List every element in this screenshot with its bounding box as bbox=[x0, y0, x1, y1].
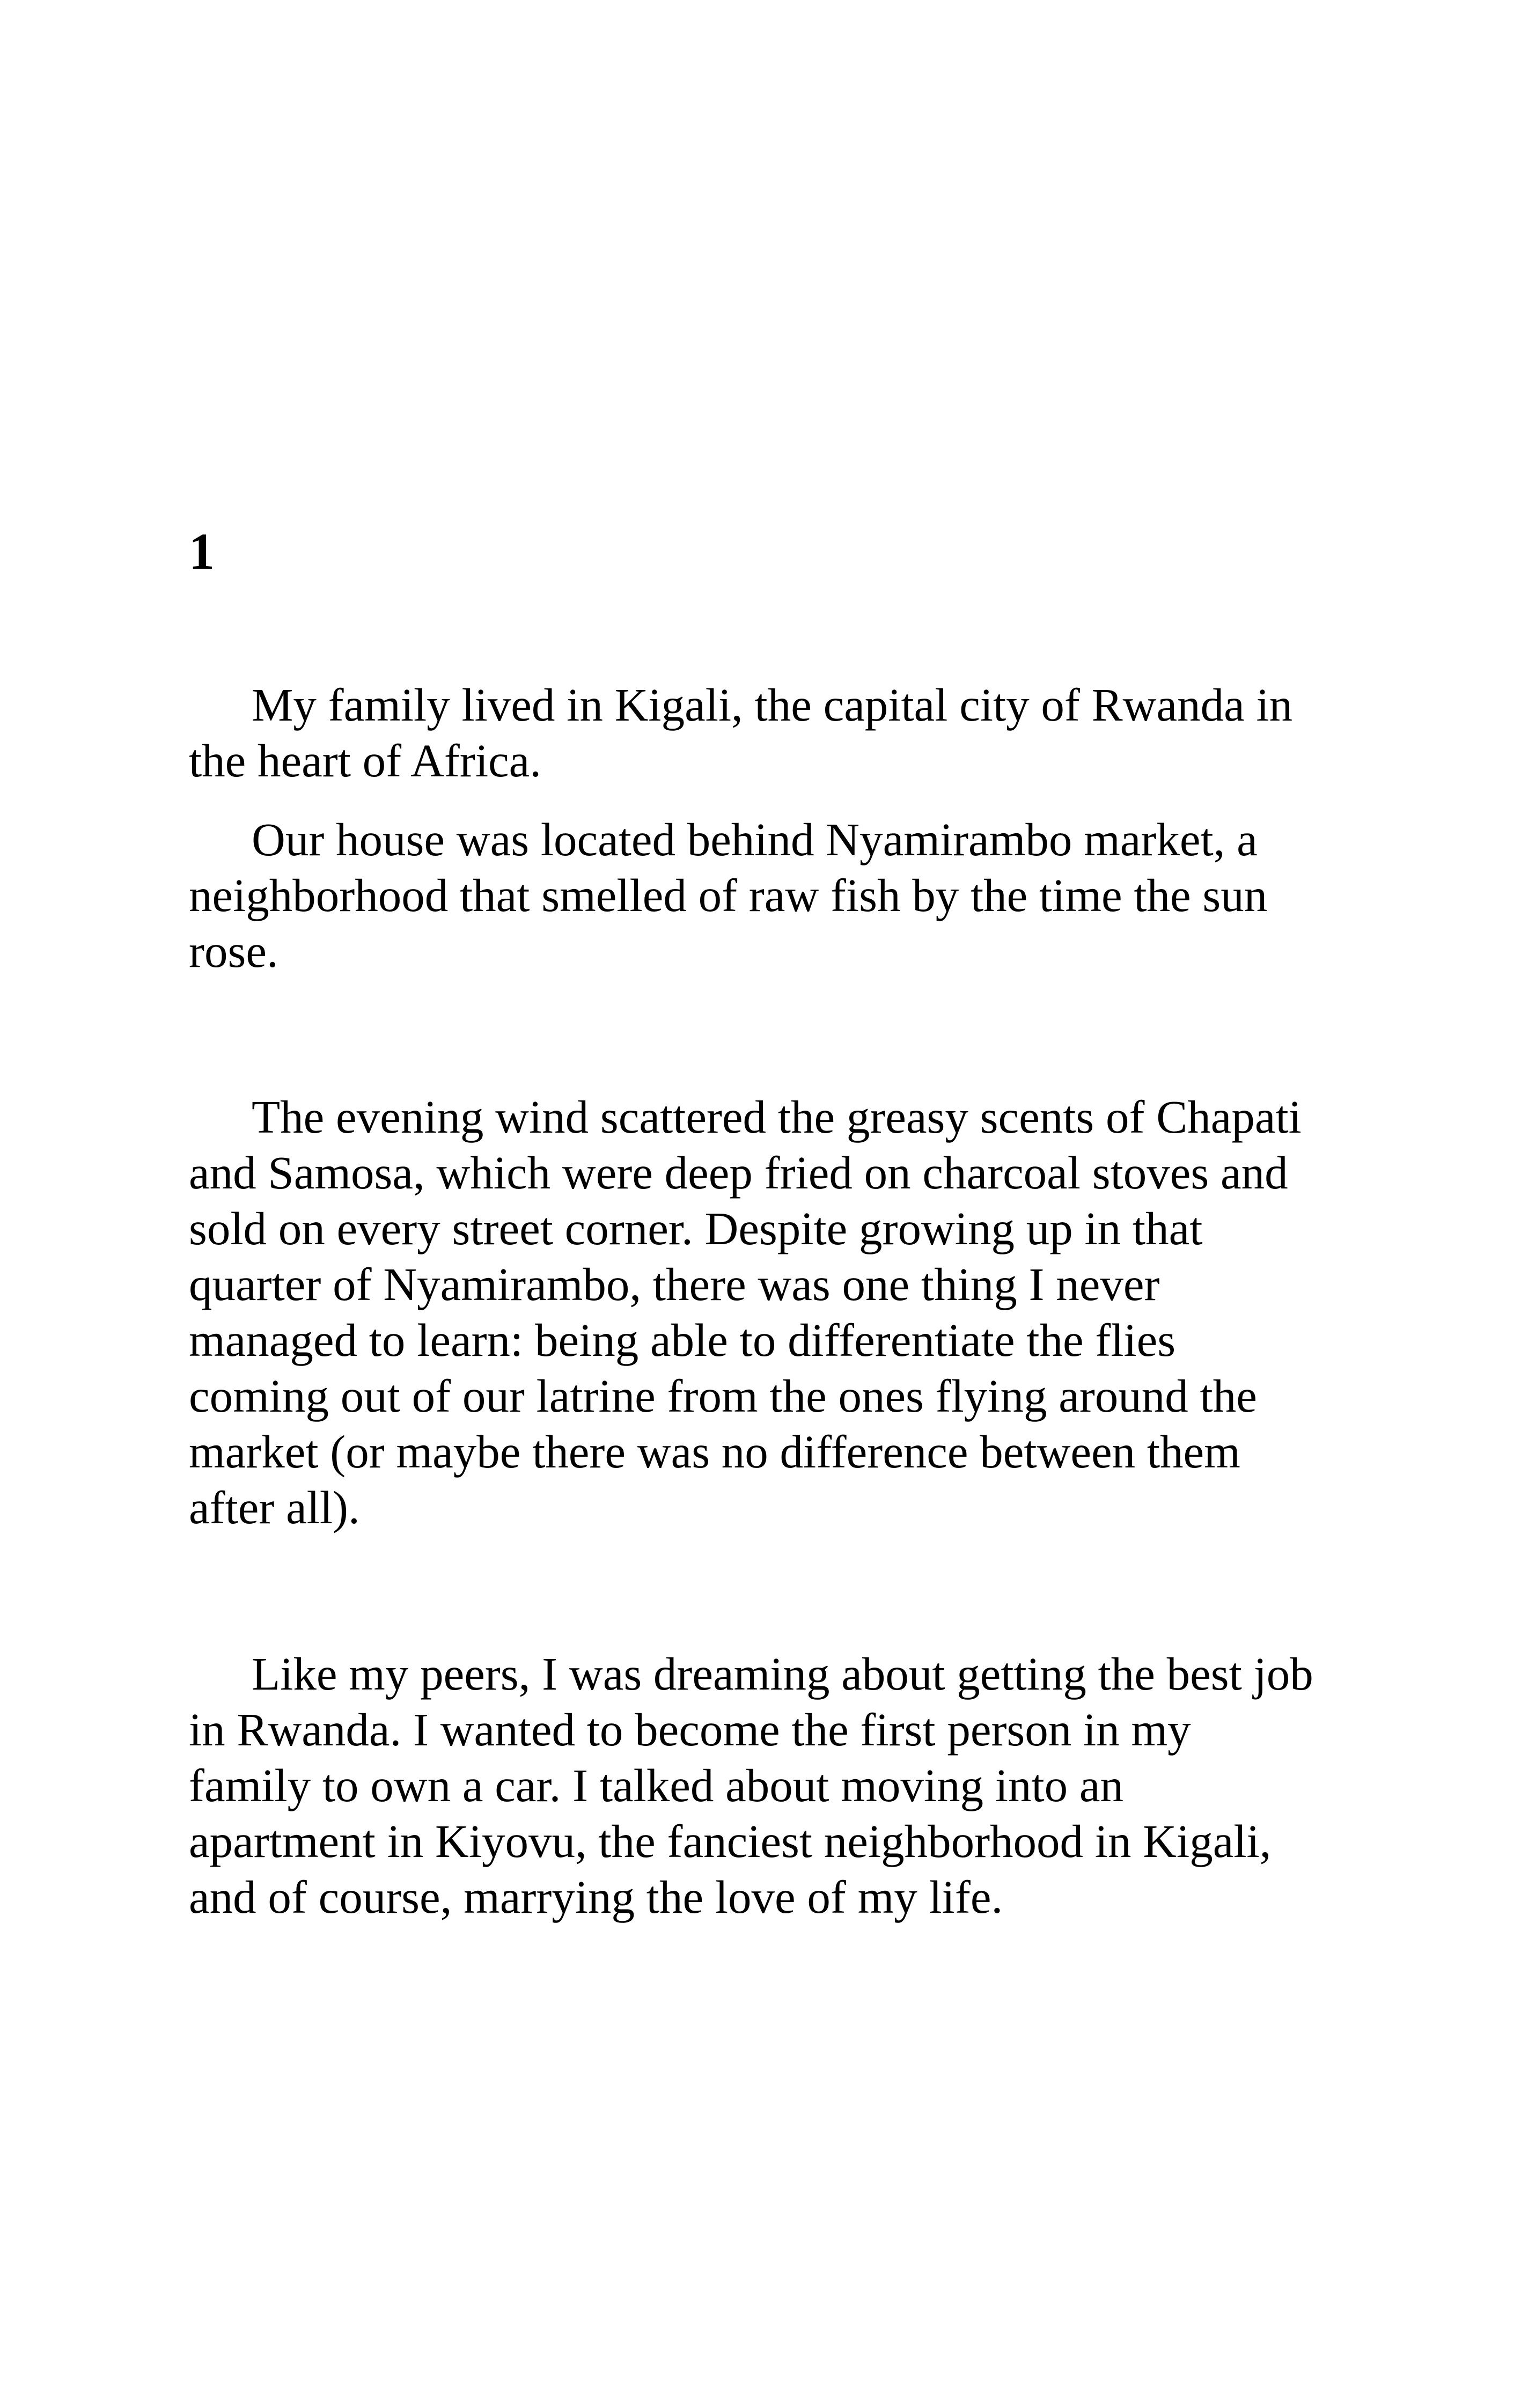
paragraph-4: Like my peers, I was dreaming about getting the best job in Rwanda. I wanted to become the first person in my family to own a car. I talked about moving into an apartment in Kiyovu, the fanciest neighborhood in Kigali, and of course, marrying the love of my life. bbox=[189, 1648, 1313, 1923]
paragraph-2: Our house was located behind Nyamirambo market, a neighborhood that smelled of raw fish by the time the sun rose. bbox=[189, 813, 1268, 977]
chapter-number: 1 bbox=[189, 523, 215, 580]
paragraph-3: The evening wind scattered the greasy scents of Chapati and Samosa, which were deep fried on charcoal stoves and sold on every street corner. Despite growing up in that quarter of Nyamirambo, there was one thing I never managed to learn: being able to differentiate the flies coming out of our latrine from the ones flying around the market (or maybe there was no difference between them after all). bbox=[189, 1091, 1302, 1533]
paragraph-1: My family lived in Kigali, the capital city of Rwanda in the heart of Africa. bbox=[189, 679, 1293, 787]
